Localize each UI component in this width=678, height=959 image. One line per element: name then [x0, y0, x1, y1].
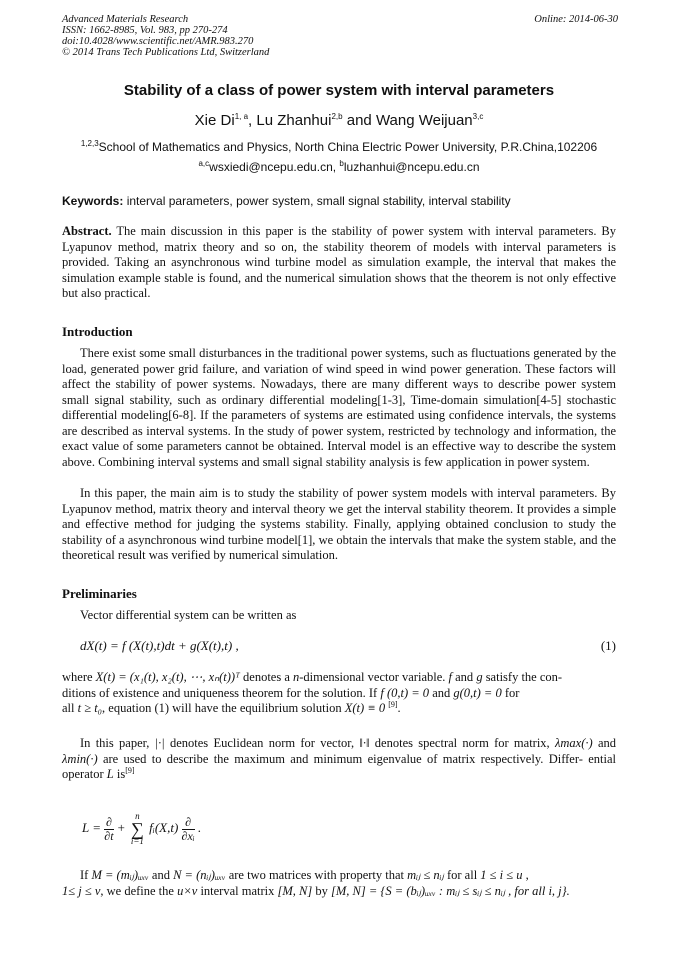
math-partial-t: ∂t: [104, 828, 114, 843]
equation-1: dX(t) = f (X(t),t)dt + g(X(t),t) ,: [80, 638, 239, 653]
text: , equation (1) will have the equilibrium solution: [102, 701, 342, 715]
intro-paragraph-1: There exist some small disturbances in the traditional power systems, such as fluctuations generated by the load, generated power grid failure, and variation of wind speed in wind power generation. These factors will affect the stability of power systems. Nowadays, there are many different ways to describe power system small signal stability, such as ordinary differential modeling[1-3], Time-domain simulation[4-5] stochastic differential modeling[6-8]. If the parameters of systems are estimated using confidence intervals, the systems are described as interval systems. In the study of power system, restricted by technology and information, the exact value of some parameters cannot be obtained. Interval model is an effective way to describe the system above. Combining interval systems and small signal stability analysis is few application in power system.: [62, 346, 616, 469]
text: for all: [446, 868, 478, 882]
author-1: Xie Di: [194, 112, 235, 129]
doi-line: doi:10.4028/www.scientific.net/AMR.983.270: [62, 36, 254, 47]
text: and: [151, 868, 170, 882]
affiliation-text: School of Mathematics and Physics, North China Electric Power University, P.R.China,102206: [98, 140, 598, 154]
email-1[interactable]: wsxiedi@ncepu.edu.cn: [209, 160, 333, 174]
email-line: $^{a,c}$wsxiedi@ncepu.edu.cn, $^b$luzhanhui@ncepu.edu.cn: [198, 159, 480, 174]
math-lambda-min: λmin(·): [62, 751, 98, 766]
online-date: Online: 2014-06-30: [534, 14, 618, 25]
where-paragraph: where X(t) = (x₁(t), x₂(t), ⋯, xₙ(t))ᵀ denotes a n-dimensional vector variable. f and g satisfy the con- ditions of existence and uniqueness theorem for the solution. If f (0,t) = 0 and g(0,t) = 0 for all t ≥ t₀, equation (1) will have the equilibrium solution X(t) ≡ 0 [9].: [62, 670, 563, 715]
email-2-sup: b: [339, 159, 344, 168]
math-abs: |·|: [154, 736, 165, 750]
citation: [9]: [125, 765, 135, 775]
keywords-text: interval parameters, power system, small signal stability, interval stability: [126, 194, 511, 208]
math-f: f: [448, 670, 452, 684]
text: ential operator: [62, 751, 616, 781]
math-lambda-max: λmax(·): [554, 736, 593, 750]
interval-paragraph: [62, 868, 616, 899]
text: In this paper,: [80, 736, 150, 750]
journal-header: [62, 14, 618, 58]
math-range-j: 1≤ j ≤ v: [62, 883, 101, 898]
math-x-vector: X(t) = (x₁(t), x₂(t), ⋯, xₙ(t))ᵀ: [95, 670, 240, 684]
text: for: [504, 685, 520, 700]
math-L-eq: L =: [82, 819, 102, 835]
math-partial: ∂: [182, 816, 195, 830]
author-1-sup: 1, a: [234, 112, 249, 121]
summation: [131, 812, 144, 846]
abstract: [62, 224, 616, 302]
journal-name: Advanced Materials Research: [62, 14, 189, 25]
math-partial: ∂: [105, 814, 112, 829]
math-n: n: [293, 670, 300, 684]
author-line: Xie Di$^{1, a}$, Lu Zhanhui$^{2,b}$ and Wang Weijuan$^{3,c}$: [194, 112, 484, 129]
fraction-d-dt: [104, 816, 113, 843]
math-t-ge: t ≥ t₀: [77, 701, 103, 715]
text: denotes Euclidean norm for vector,: [169, 736, 355, 750]
affiliation-sup: 1,2,3: [80, 139, 99, 148]
math-plus: +: [116, 819, 126, 835]
norm-paragraph: [62, 736, 616, 783]
text: and: [455, 670, 474, 684]
text: denotes spectral norm for matrix,: [374, 736, 550, 750]
keywords-label: Keywords:: [62, 194, 124, 208]
operator-equation: [82, 812, 201, 846]
sum-upper: n: [135, 811, 140, 821]
math-norm: ‖·‖: [359, 736, 370, 750]
math-fi: fᵢ(X,t): [149, 819, 179, 835]
email-2[interactable]: luzhanhui@ncepu.edu.cn: [343, 160, 480, 174]
email-1-sup: a,c: [198, 159, 210, 168]
fraction-d-dxi: [182, 816, 195, 843]
affiliation: [62, 140, 616, 154]
keywords: [62, 194, 616, 208]
text: are two matrices with property that: [228, 868, 404, 882]
math-g-zero: g(0,t) = 0: [453, 685, 502, 700]
copyright-line: © 2014 Trans Tech Publications Ltd, Switzerland: [62, 47, 270, 58]
equation-1-number: (1): [600, 638, 616, 653]
math-ineq: mᵢⱼ ≤ nᵢⱼ: [407, 868, 444, 882]
text: and: [432, 685, 451, 700]
text: If: [80, 868, 89, 882]
text: where: [62, 670, 93, 684]
text: , we define the: [100, 883, 174, 898]
math-MN: [M, N]: [277, 883, 313, 898]
sum-lower: i=1: [130, 836, 144, 846]
sigma-symbol: ∑: [130, 819, 144, 839]
issn-line: ISSN: 1662-8985, Vol. 983, pp 270-274: [62, 25, 228, 36]
prelim-heading: Preliminaries: [62, 586, 137, 601]
math-range-i: 1 ≤ i ≤ u: [480, 868, 523, 882]
intro-paragraph-2: In this paper, the main aim is to study the stability of power system models with interval parameters. By Lyapunov method, matrix theory and interval theory we get the interval stability theorem. It provides a simple and effective method for judging the systems stability. Finally, applying obtained conclusion to study the stability of a asynchronous wind turbine model[1], we obtain the intervals that make the system stable, and the theoretical result was verified by numerical simulation.: [62, 486, 616, 562]
intro-heading: Introduction: [62, 324, 133, 339]
math-f-zero: f (0,t) = 0: [380, 685, 430, 700]
text: all: [62, 701, 75, 715]
abstract-text: The main discussion in this paper is the stability of power system with interval parameters. By Lyapunov method, matrix theory and so on, the stability theorem of models with interval parameters is provided. Taking an asynchronous wind turbine model as simulation example, the interval that makes the simulation example stable is found, and the numerical simulation shows that the theorem is not only effective but also practical.: [62, 224, 616, 300]
text: .: [197, 819, 202, 835]
author-3-sup: 3,c: [472, 112, 484, 121]
author-3: Wang Weijuan: [375, 112, 473, 129]
text: ditions of existence and uniqueness theorem for the solution. If: [62, 685, 378, 700]
text: by: [315, 883, 328, 898]
math-g: g: [476, 670, 483, 684]
math-L: L: [106, 767, 114, 781]
paper-title: Stability of a class of power system with interval parameters: [123, 82, 555, 99]
text: denotes a: [243, 670, 290, 684]
math-equilibrium: X(t) ≡ 0: [344, 701, 386, 715]
math-partial-xi: ∂xᵢ: [181, 828, 195, 843]
abstract-label: Abstract.: [62, 224, 112, 238]
author-2-sup: 2,b: [331, 112, 343, 121]
text: are used to describe the maximum and minimum eigenvalue of matrix respectively. Differ-: [102, 751, 583, 766]
text: satisfy the con-: [485, 670, 563, 684]
citation: [9]: [388, 699, 398, 709]
text: and: [597, 736, 617, 750]
text: ,: [525, 868, 529, 882]
math-N: N = (nᵢⱼ)ᵤₓᵥ: [173, 868, 226, 882]
text: is: [116, 767, 126, 781]
author-2: Lu Zhanhui: [256, 112, 332, 129]
math-uv: u×v: [177, 883, 198, 898]
math-M: M = (mᵢⱼ)ᵤₓᵥ: [91, 868, 149, 882]
text: interval matrix: [200, 883, 275, 898]
math-interval-def: [M, N] = {S = (bᵢⱼ)ᵤₓᵥ : mᵢⱼ ≤ sᵢⱼ ≤ nᵢⱼ , for all i, j}.: [330, 883, 570, 898]
text: -dimensional vector variable.: [299, 670, 446, 684]
prelim-intro: Vector differential system can be written as: [80, 608, 297, 622]
